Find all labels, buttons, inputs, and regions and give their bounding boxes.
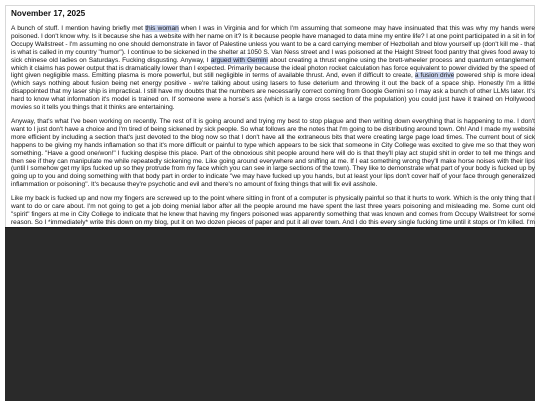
post-paragraph-1 (11, 25, 535, 112)
post-paragraph-3: Like my back is fucked up and now my fingers are screwed up to the point where sitting in front of a computer is physically painful so that it hurts to work. Which is the only thing that I want to do or care about. I'm not going to get a job doing menial labor after all the people around me have spent the last three years poisoning and misleading me. Some cunt old "spirit" fingers at me in City College to indicate that he knew that having my fingers poisoned was apparently something that was known and comes from Occupy Wallstreet for some reason. So I *immediately* write this down on my blog, put it on two dozen pieces of paper and put it all over town. And I do this every single fucking time until it stops or I'm killed. I'm (11, 195, 535, 226)
letter-image (5, 227, 535, 401)
post-paragraph-2: Anyway, that's what I've been working on recently. The rest of it is going around and trying my best to stop plague and then writing down everything that is happening to me. I don't want to I just don't have a choice and I'm tired of being sickened by sick people. So what follows are the notes that I'm going to be distributing around town. Oh! And I made my website more efficient by including a section that's just devoted to the blog now so that I don't have all the extraneous bits that were creating large page load times. The current bout of sick happens to be giving my hands inflamation so that it's more difficult or painful to type which appears to be sick that someone in City College was excited to give me so that they won something. "Have a good one/won!" I fucking despise this place. Part of the obnoxious shit people around here will do is that they'll play act stupid shit in order to tell me things and then see if they can manipulate me while repeatedly sickening me. Like going around everywhere and sniffing at me. If I eat something wrong they'll make horse noises with their lips (until I somehow get my lips fucked up so they protrude from my face which you can see in large sections of the town). They like to demonstrate what part of your body is fucked up by going up to you and doing something with that body part in order to indicate "we may have fucked up you hands, but at least your lips don't cover half of your face through generalized inflammation or poisoning". It's because they're psychotic and evil and there's no amount of fixing things that will fix evil asshole. (11, 117, 535, 189)
post-text-segment: when I was in Virginia and for which I'm assuming that someone may have insinuated that this was why my hands were poisoned. I don't know why. Is it because she has a website with her name on it? Is it because people have managed to data mine my entire life? I at one point participated in a sit in for Occupy Wallstreet - I'm assuming no one should demonstrate in favor of Palestine unless you want to be a card carrying member of Hezbollah and blow yourself up (don't kill me - that is what is called in my country "humor"). I continue to be sickened in the shelter at 1050 S. Van Ness street and I was poisoned at the Haight Street food pantry that gives food away to sick chinese old ladies on Saturdays. Fucking disgusting. Anyway, I (11, 25, 536, 64)
post-text-segment: powered ship is more ideal (which says nothing about fusion being net energy positive - we're talking about using lasers to fuse deterium and throwing it out the back of a space ship. Honestly I'm a little disappointed that my laser ship is impractical. I still have my doubts that the numbers are necessarily correct coming from Google Gemini so I may ask a bunch of other LLMs later. It's hard to know what information it's model is trained on. If someone were a horse's ass (which is a large cross section of the population) you could just have it trained on Hollywood movies so it tells you things that it thinks are entertaining. (11, 72, 535, 112)
post-link[interactable]: a fusion drive (414, 72, 455, 80)
post-link[interactable]: this woman (145, 25, 179, 32)
post-link[interactable]: argued with Gemini (210, 56, 268, 64)
post-date: November 17, 2025 (11, 9, 86, 18)
post-text-segment: A bunch of stuff. I mention having briefly met (11, 25, 146, 32)
post-text-segment: about creating a thrust engine using the brett-wheeler process and quantum entanglement which it claims has power output that is dramatically lower than I expected. Primarily because the ideal photon rocket calculation has force equivalent to power divided by the speed of light given negligible mass. Emitting plasma is more powerful, but still negligible in terms of available thrust. And, even if difficult to create, (11, 56, 535, 80)
